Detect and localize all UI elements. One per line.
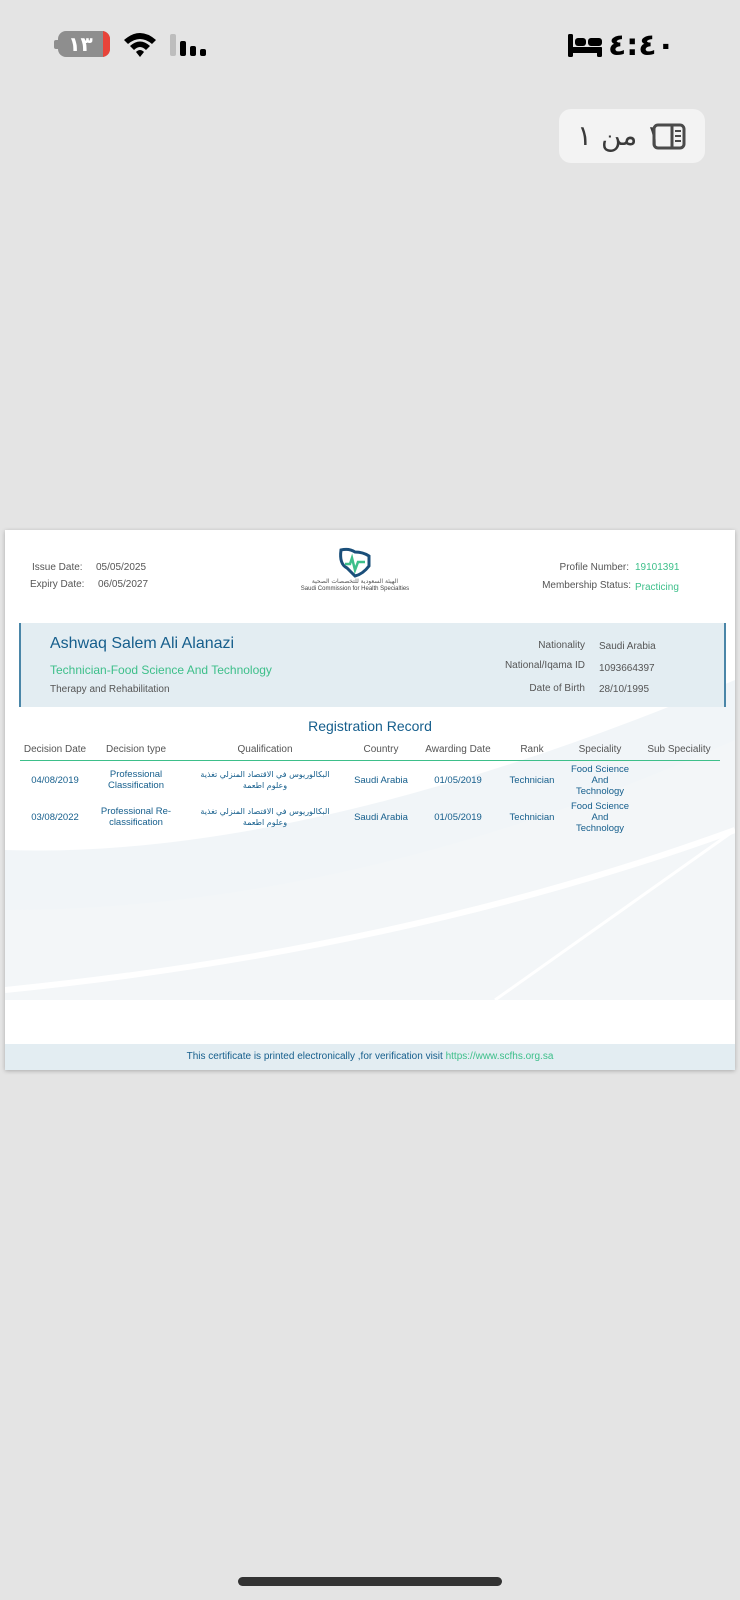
logo-arabic-text: الهيئة السعودية للتخصصات الصحية	[311, 578, 399, 585]
profile-number-label: Profile Number:	[559, 562, 629, 573]
scfhs-logo-icon	[335, 546, 375, 578]
battery-icon	[58, 31, 110, 57]
footer-text: This certificate is printed electronically ,for verification visit	[186, 1051, 446, 1062]
col-decision-date: Decision Date	[23, 744, 87, 755]
col-sub-speciality: Sub Speciality	[647, 744, 711, 755]
issue-date-label: Issue Date:	[32, 562, 83, 573]
wifi-icon	[122, 30, 158, 58]
verification-link[interactable]: https://www.scfhs.org.sa	[445, 1051, 554, 1062]
dob-label: Date of Birth	[529, 683, 585, 694]
battery-level: ١٣	[68, 32, 93, 56]
department: Therapy and Rehabilitation	[50, 684, 170, 695]
membership-status-label: Membership Status:	[542, 580, 631, 591]
battery-fill	[103, 31, 110, 57]
cell-decision-date: 03/08/2022	[31, 811, 79, 823]
issue-date-value: 05/05/2025	[96, 562, 147, 573]
national-id-value: 1093664397	[599, 663, 655, 674]
cell-speciality: Food Science And Technology	[570, 800, 630, 834]
cell-country: Saudi Arabia	[354, 811, 408, 823]
col-awarding-date: Awarding Date	[425, 744, 491, 755]
cell-qualification: البكالوريوس في الاقتصاد المنزلي تغذية وعلوم اطعمة	[200, 807, 330, 827]
person-name: Ashwaq Salem Ali Alanazi	[50, 635, 235, 652]
page-indicator[interactable]	[559, 109, 705, 163]
cell-sub-speciality	[638, 764, 720, 796]
profile-number-value: 19101391	[635, 562, 680, 573]
scfhs-logo	[295, 546, 415, 596]
cell-qualification: البكالوريوس في الاقتصاد المنزلي تغذية وعلوم اطعمة	[200, 770, 330, 790]
cell-sub-speciality	[638, 801, 720, 833]
expiry-date-value: 06/05/2027	[98, 579, 149, 590]
dob-value: 28/10/1995	[599, 684, 650, 695]
page-view-icon	[652, 123, 686, 150]
cell-speciality: Food Science And Technology	[570, 763, 630, 797]
certificate-document	[5, 530, 735, 1070]
cell-awarding-date: 01/05/2019	[434, 774, 482, 786]
cell-rank: Technician	[509, 774, 555, 786]
cell-country: Saudi Arabia	[354, 774, 408, 786]
logo-english-text: Saudi Commission for Health Specialties	[300, 586, 410, 592]
status-bar	[0, 0, 740, 90]
nationality-value: Saudi Arabia	[599, 641, 656, 652]
page-count-text: ١ من ١	[577, 119, 662, 152]
membership-status-value: Practicing	[635, 582, 679, 593]
col-speciality: Speciality	[578, 744, 622, 755]
cell-decision-type: Professional Classification	[108, 769, 164, 791]
certificate-footer	[5, 1044, 735, 1070]
profession-title: Technician-Food Science And Technology	[50, 663, 272, 677]
clock-time: ٤:٤٠	[608, 28, 675, 63]
national-id-label: National/Iqama ID	[504, 660, 585, 671]
registration-table-header	[20, 744, 720, 761]
col-rank: Rank	[520, 744, 544, 755]
signal-icon	[168, 32, 208, 57]
home-indicator[interactable]	[238, 1577, 502, 1586]
battery-nub	[54, 40, 58, 49]
cell-decision-date: 04/08/2019	[31, 774, 79, 786]
cell-decision-type: Professional Re-classification	[100, 806, 172, 828]
personal-info-panel	[19, 623, 726, 707]
col-country: Country	[363, 744, 399, 755]
col-qualification: Qualification	[237, 744, 293, 755]
expiry-date-label: Expiry Date:	[30, 579, 85, 590]
bed-icon	[567, 32, 603, 58]
col-decision-type: Decision type	[105, 744, 167, 755]
cell-awarding-date: 01/05/2019	[434, 811, 482, 823]
registration-record-title: Registration Record	[308, 718, 432, 734]
cell-rank: Technician	[509, 811, 555, 823]
nationality-label: Nationality	[538, 640, 585, 651]
